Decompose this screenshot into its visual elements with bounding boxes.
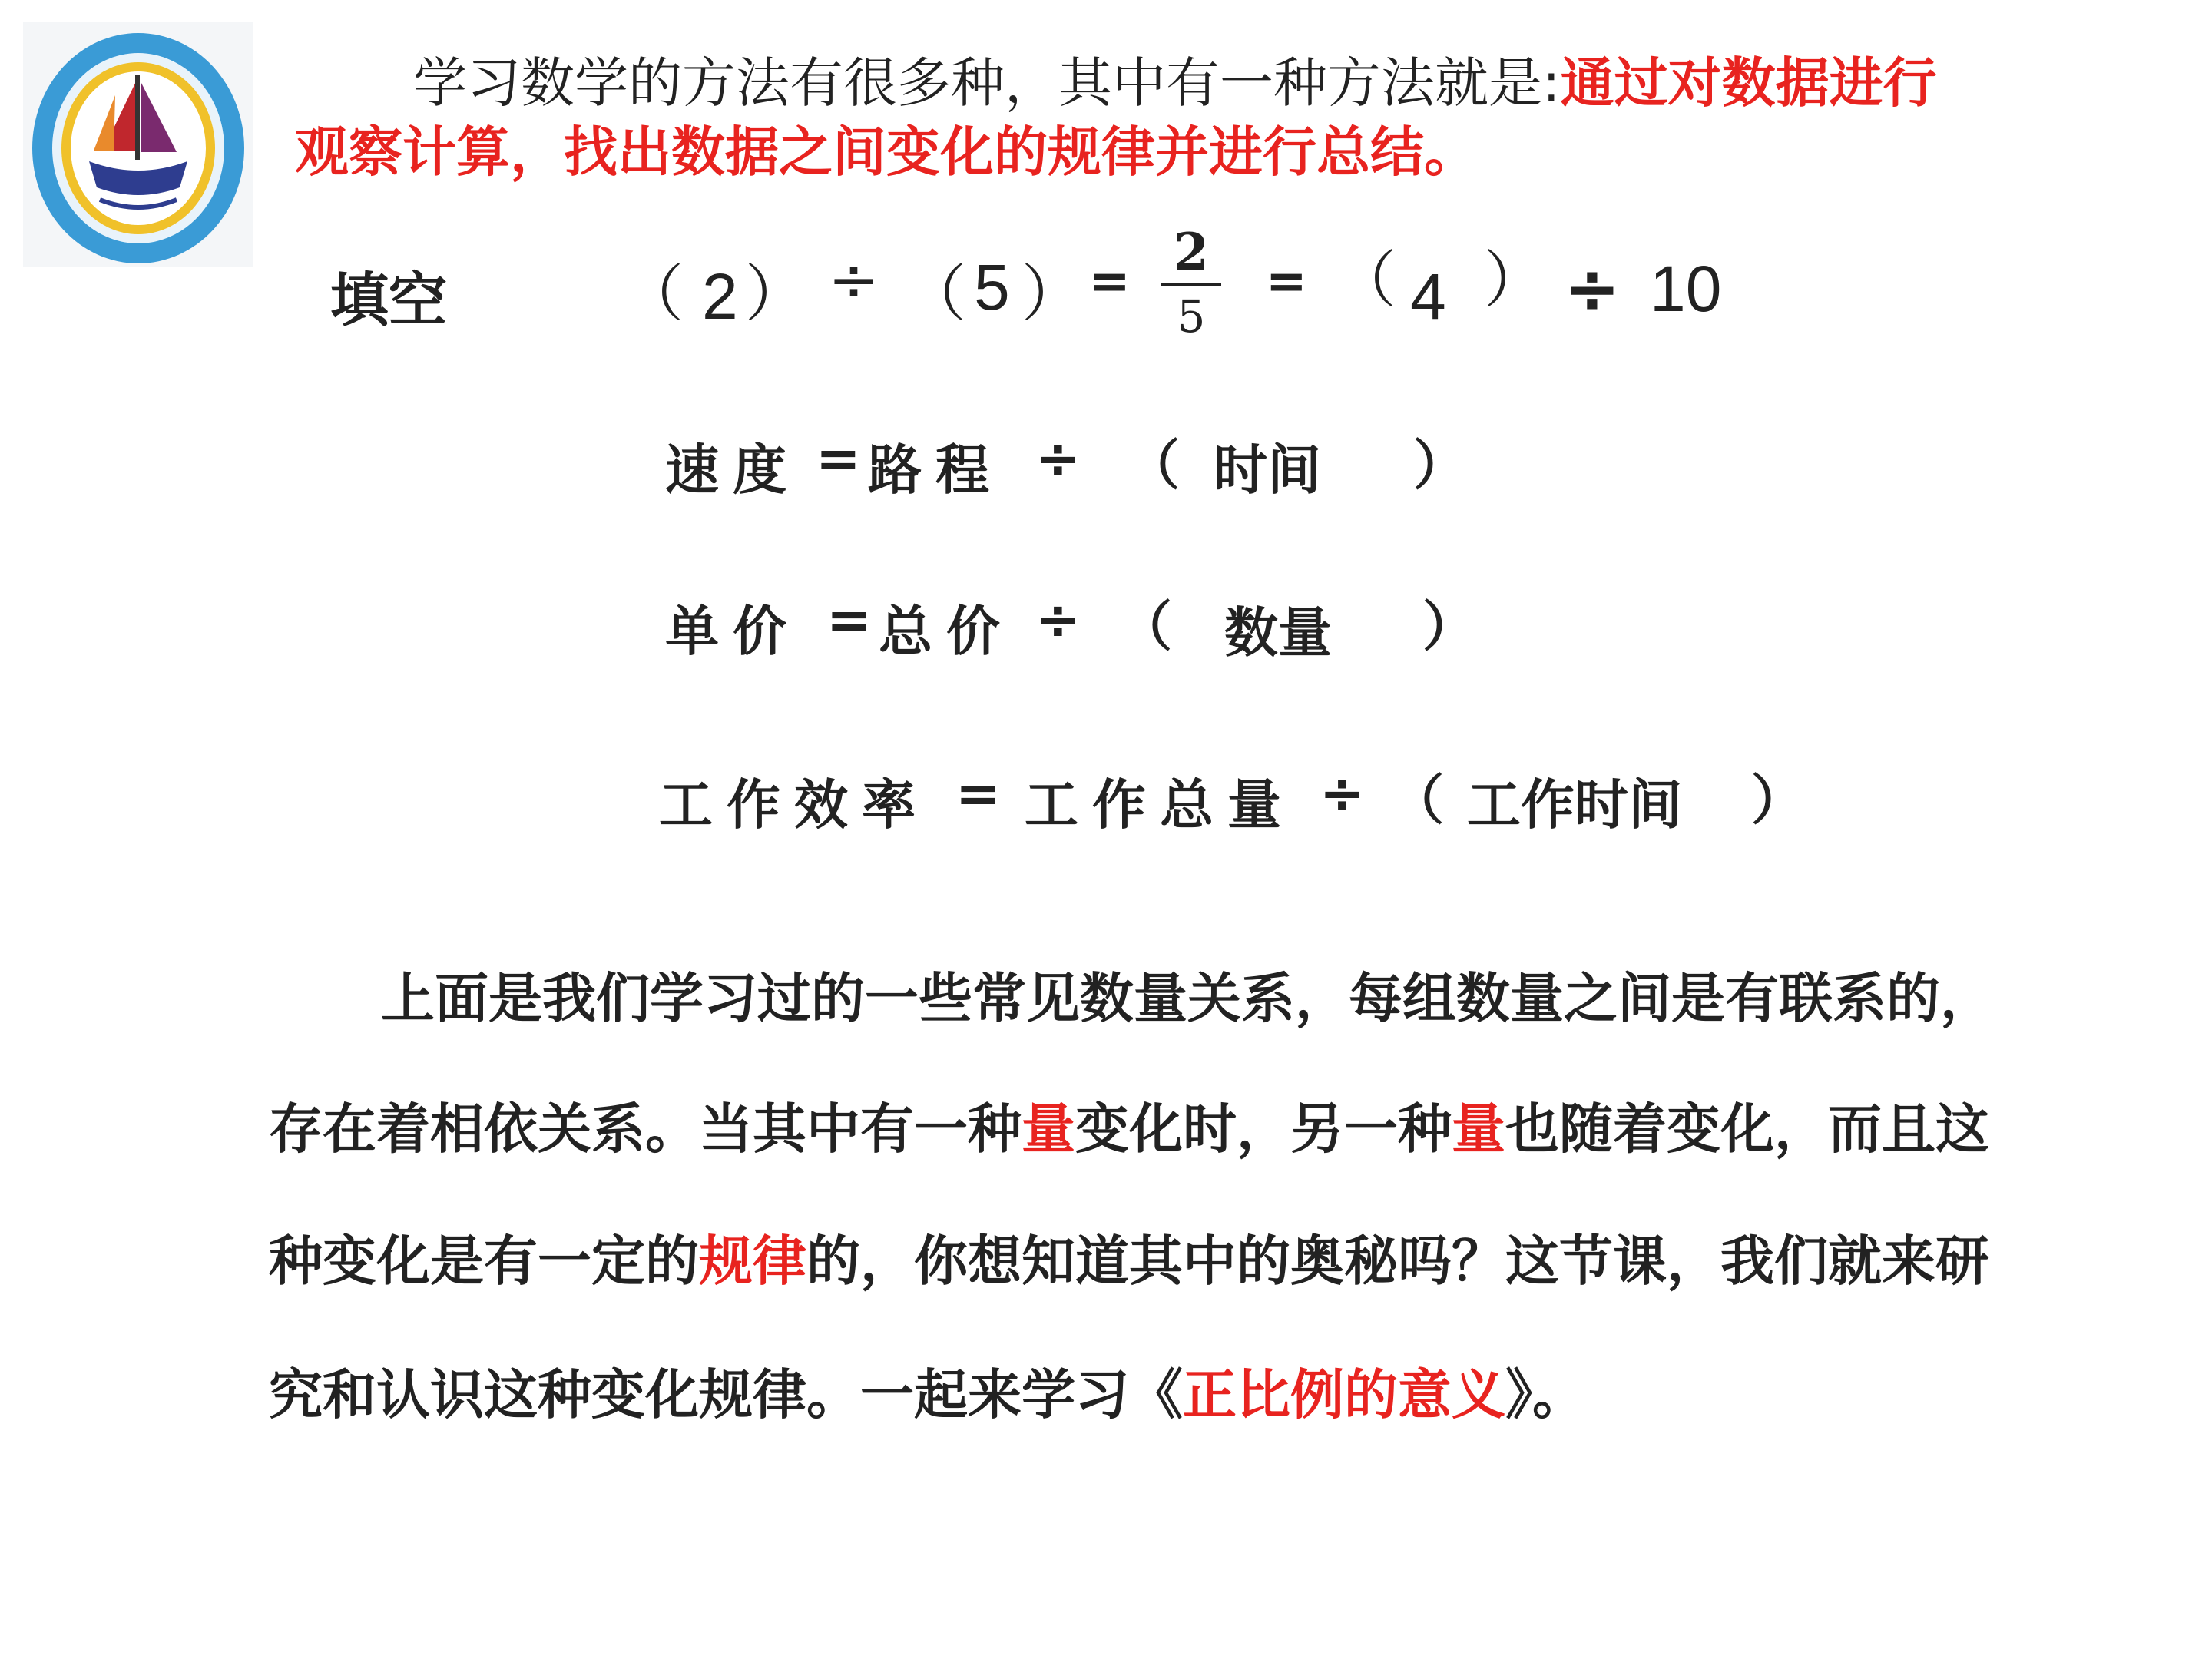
- formula-speed-lhs: 速度: [665, 439, 800, 502]
- intro-plain-text: 学习数学的方法有很多种，其中有一种方法就是:: [413, 51, 1561, 114]
- formula-price-op: ÷: [1035, 588, 1094, 651]
- formula-price-rhs: 总价: [879, 600, 1014, 663]
- intro-line-1: [413, 48, 1937, 118]
- intro-line-2: 观察计算，找出数据之间变化的规律并进行总结。: [295, 121, 1478, 184]
- open-paren-2: （: [905, 258, 966, 329]
- equals-sign-2: =: [1266, 253, 1307, 310]
- close-paren-1: ）: [745, 258, 806, 329]
- divide-sign-2: ÷: [1564, 249, 1621, 328]
- school-logo: [23, 22, 253, 267]
- formula-price-open: （: [1118, 595, 1186, 658]
- formula-work-answer: 工作时间: [1467, 773, 1682, 836]
- formula-speed-rhs: 路程: [868, 439, 1003, 502]
- paragraph-line-3: [269, 1218, 1989, 1296]
- paragraph-text: 究和认识这种变化规律。一起来学习《: [269, 1363, 1183, 1426]
- fraction-denominator: 5: [1177, 290, 1206, 343]
- paragraph-text: 的，你想知道其中的奥秘吗？这节课，我们就来研: [806, 1230, 1989, 1293]
- paragraph-text: 存在着相依关系。当其中有一种: [269, 1098, 1022, 1161]
- equals-sign-1: =: [1089, 253, 1131, 310]
- formula-speed-op: ÷: [1035, 427, 1094, 490]
- formula-work-equals: =: [955, 762, 1015, 825]
- open-paren-1: （: [622, 258, 684, 329]
- paragraph-line-1: 上面是我们学习过的一些常见数量关系，每组数量之间是有联系的，: [381, 967, 1994, 1030]
- formula-work-open: （: [1390, 769, 1458, 832]
- open-paren-3: （: [1335, 244, 1396, 316]
- highlight-quantity-2: 量: [1452, 1098, 1505, 1161]
- formula-price-answer: 数量: [1224, 601, 1332, 664]
- paragraph-line-4: [269, 1352, 1586, 1429]
- fill-blank-label: 填空: [330, 266, 447, 334]
- lesson-title: 正比例的意义: [1183, 1363, 1505, 1426]
- answer-divisor: 5: [974, 251, 1010, 323]
- fraction-bar: [1161, 283, 1221, 286]
- paragraph-text: 也随着变化，而且这: [1505, 1098, 1989, 1161]
- answer-dividend: 2: [702, 260, 738, 333]
- intro-highlight-text: 通过对数据进行: [1560, 51, 1937, 114]
- fraction: [1161, 223, 1221, 343]
- close-paren-2: ）: [1022, 258, 1083, 329]
- fraction-numerator: 2: [1174, 222, 1209, 282]
- formula-price-equals: =: [826, 588, 886, 651]
- highlight-rule: 规律: [699, 1230, 806, 1293]
- formula-speed-close: ）: [1413, 434, 1481, 497]
- divide-sign-1: ÷: [828, 244, 880, 316]
- divisor-value: 10: [1650, 253, 1722, 325]
- formula-speed-open: （: [1126, 434, 1194, 497]
- formula-speed-equals: =: [816, 427, 875, 490]
- paragraph-line-2: [269, 1086, 1989, 1164]
- formula-price-lhs: 单价: [665, 600, 800, 663]
- formula-work-rhs: 工作总量: [1025, 773, 1295, 836]
- formula-work-op: ÷: [1320, 762, 1379, 825]
- formula-work-close: ）: [1751, 769, 1819, 832]
- paragraph-text: 种变化是有一定的: [269, 1230, 699, 1293]
- paragraph-text: 变化时，另一种: [1075, 1098, 1452, 1161]
- close-paren-3: ）: [1484, 244, 1545, 316]
- formula-work-lhs: 工作效率: [659, 773, 929, 836]
- formula-price-close: ）: [1422, 595, 1490, 658]
- paragraph-text: 》。: [1505, 1363, 1586, 1426]
- highlight-quantity-1: 量: [1022, 1098, 1075, 1161]
- formula-speed-answer: 时间: [1214, 439, 1321, 502]
- answer-scaled: 4: [1410, 260, 1446, 333]
